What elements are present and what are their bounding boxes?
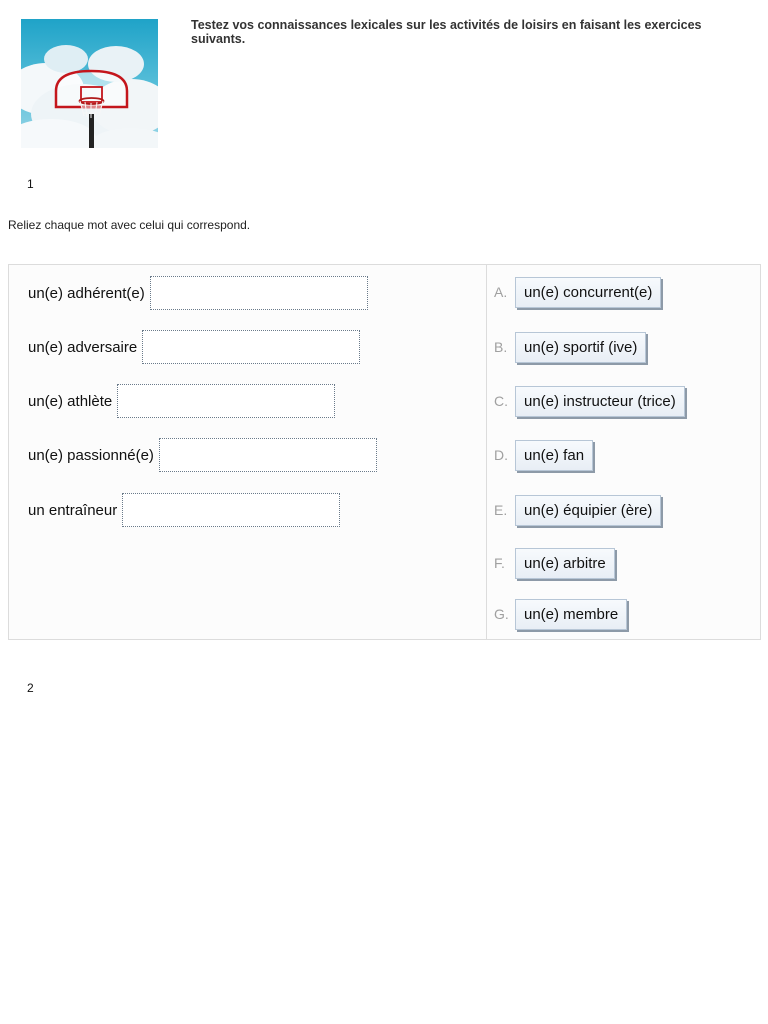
draggable-choice[interactable]: un(e) membre [515, 599, 627, 630]
choice-letter: E. [494, 502, 508, 518]
draggable-choice[interactable]: un(e) instructeur (trice) [515, 386, 685, 417]
draggable-choice[interactable]: un(e) fan [515, 440, 593, 471]
matching-exercise-panel [8, 264, 761, 640]
prompt-word: un(e) adhérent(e) [28, 284, 145, 302]
answer-drop-zone[interactable] [150, 276, 368, 310]
choice-letter: B. [494, 339, 508, 355]
choice-row [494, 598, 627, 630]
choice-row [494, 494, 661, 526]
basketball-hoop-image [21, 19, 158, 148]
choice-letter: G. [494, 606, 509, 622]
prompt-row [28, 329, 360, 365]
choice-row [494, 276, 661, 308]
prompt-row [28, 275, 368, 311]
answer-drop-zone[interactable] [117, 384, 335, 418]
panel-divider [486, 265, 487, 639]
answer-drop-zone[interactable] [122, 493, 340, 527]
answer-drop-zone[interactable] [142, 330, 360, 364]
draggable-choice[interactable]: un(e) sportif (ive) [515, 332, 646, 363]
choice-letter: F. [494, 555, 505, 571]
basketball-hoop-illustration [21, 19, 158, 148]
intro-text: Testez vos connaissances lexicales sur les activités de loisirs en faisant les exercices suivants. [191, 18, 702, 46]
prompt-word: un(e) passionné(e) [28, 446, 154, 464]
choice-row [494, 439, 593, 471]
prompt-row [28, 383, 335, 419]
prompt-word: un(e) adversaire [28, 338, 138, 356]
prompt-row [28, 492, 340, 528]
choice-letter: A. [494, 284, 508, 300]
prompt-row [28, 437, 377, 473]
exercise-number: 1 [27, 177, 34, 191]
answer-drop-zone[interactable] [159, 438, 377, 472]
choice-row [494, 331, 646, 363]
choice-row [494, 385, 685, 417]
prompt-word: un entraîneur [28, 501, 118, 519]
exercise-number: 2 [27, 681, 34, 695]
draggable-choice[interactable]: un(e) arbitre [515, 548, 615, 579]
draggable-choice[interactable]: un(e) équipier (ère) [515, 495, 661, 526]
choice-letter: C. [494, 393, 508, 409]
exercise-instruction: Reliez chaque mot avec celui qui correspond. [8, 218, 251, 232]
draggable-choice[interactable]: un(e) concurrent(e) [515, 277, 661, 308]
choice-row [494, 547, 615, 579]
prompt-word: un(e) athlète [28, 392, 113, 410]
choice-letter: D. [494, 447, 508, 463]
